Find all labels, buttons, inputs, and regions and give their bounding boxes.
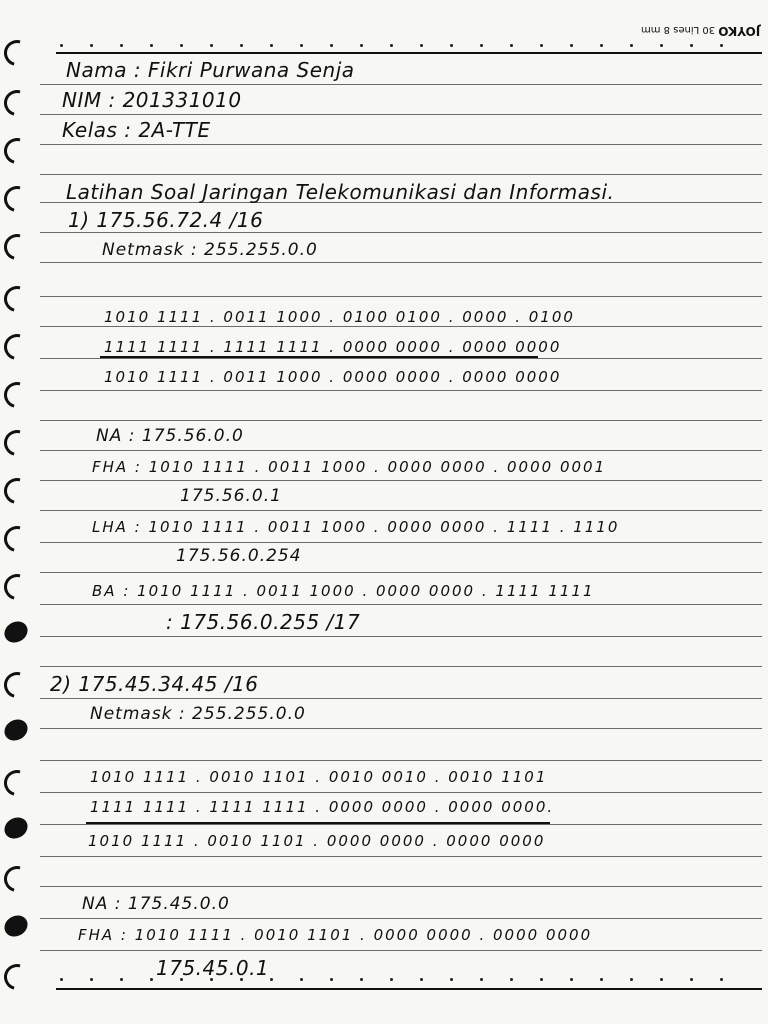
margin-dot [510,978,513,981]
margin-dot [330,978,333,981]
margin-dot [270,44,273,47]
ruled-line [40,358,762,359]
ruled-line [40,480,762,481]
q1-and-underline [100,356,538,358]
q2-netmask: Netmask : 255.255.0.0 [90,704,306,724]
binder-ring [0,35,35,71]
ruled-line [40,326,762,327]
ruled-line [40,114,762,115]
margin-dot [720,44,723,47]
margin-dot [300,44,303,47]
q2-and-underline [86,822,550,824]
margin-dot [270,978,273,981]
margin-dot [420,978,423,981]
ruled-line [40,542,762,543]
margin-dot [450,44,453,47]
margin-dot [480,978,483,981]
brand-name: JOYKO [718,24,760,38]
ruled-line [40,510,762,511]
binder-ring [0,473,35,509]
margin-dot [210,44,213,47]
ruled-line [40,390,762,391]
binder-ring [0,281,35,317]
ruled-line [40,698,762,699]
margin-dot [120,978,123,981]
q2-binary-mask: 1111 1111 . 1111 1111 . 0000 0000 . 0000 0000. [90,798,555,816]
brand-mark [641,24,760,38]
binder-ring [0,85,35,121]
margin-dot [660,978,663,981]
margin-dot [660,44,663,47]
q1-first-host-decimal: 175.56.0.1 [180,486,282,506]
margin-dot [510,44,513,47]
ruled-line [56,52,762,54]
ruled-line [40,918,762,919]
margin-dot [60,44,63,47]
q2-network-address: NA : 175.45.0.0 [82,894,230,914]
binder-ring [0,569,35,605]
margin-dot [600,978,603,981]
margin-dot [570,44,573,47]
binder-ring [0,181,35,217]
student-name: Nama : Fikri Purwana Senja [66,58,355,82]
margin-dot [720,978,723,981]
margin-dot [360,44,363,47]
ruled-line [40,666,762,667]
margin-dot [390,978,393,981]
margin-dot [390,44,393,47]
ruled-line [40,174,762,175]
binder-ring [0,425,35,461]
margin-dot [630,44,633,47]
margin-dot [600,44,603,47]
margin-dot [60,978,63,981]
q1-last-host: LHA : 1010 1111 . 0011 1000 . 0000 0000 . 1111 . 1110 [92,518,620,536]
ruled-line [40,728,762,729]
binder-ring [0,765,35,801]
q2-first-host-decimal: 175.45.0.1 [156,956,270,980]
q1-question: 1) 175.56.72.4 /16 [68,208,264,232]
binder-ring [1,813,32,842]
binder-ring [1,617,32,646]
q2-binary-result: 1010 1111 . 0010 1101 . 0000 0000 . 0000 0000 [88,832,546,850]
brand-lines: 30 Lines 8 mm [640,24,715,35]
binder-ring [1,911,32,940]
q1-binary-result: 1010 1111 . 0011 1000 . 0000 0000 . 0000 0000 [104,368,562,386]
margin-dot [360,978,363,981]
margin-dot [240,44,243,47]
ruled-line [40,572,762,573]
q2-binary-ip: 1010 1111 . 0010 1101 . 0010 0010 . 0010 1101 [90,768,548,786]
binder-ring [0,329,35,365]
ruled-line [40,232,762,233]
ruled-line [40,450,762,451]
margin-dot [690,44,693,47]
q2-question: 2) 175.45.34.45 /16 [50,672,259,696]
ruled-line [40,604,762,605]
binder-ring [0,959,35,995]
binder-ring [0,667,35,703]
margin-dot [420,44,423,47]
ruled-line [40,886,762,887]
ruled-line [40,296,762,297]
margin-dot [90,44,93,47]
q1-broadcast-decimal: : 175.56.0.255 /17 [166,610,361,634]
ruled-line [40,262,762,263]
margin-dot [90,978,93,981]
ruled-line [40,760,762,761]
q1-last-host-decimal: 175.56.0.254 [176,546,302,566]
binder-ring [0,521,35,557]
margin-dot [690,978,693,981]
page-title: Latihan Soal Jaringan Telekomunikasi dan Informasi. [66,180,615,204]
margin-dot [570,978,573,981]
q1-netmask: Netmask : 255.255.0.0 [102,240,318,260]
ruled-line [40,144,762,145]
margin-dot [300,978,303,981]
q1-first-host: FHA : 1010 1111 . 0011 1000 . 0000 0000 . 0000 0001 [92,458,607,476]
q2-first-host: FHA : 1010 1111 . 0010 1101 . 0000 0000 . 0000 0000 [78,926,593,944]
margin-dot [540,44,543,47]
margin-dot [120,44,123,47]
ruled-line [40,636,762,637]
margin-dot [630,978,633,981]
margin-dot [180,44,183,47]
binder-ring [1,715,32,744]
ruled-line [56,988,762,990]
margin-dot [540,978,543,981]
ruled-line [40,856,762,857]
binder-ring [0,861,35,897]
ruled-line [40,792,762,793]
margin-dot [150,978,153,981]
q1-binary-ip: 1010 1111 . 0011 1000 . 0100 0100 . 0000 . 0100 [104,308,575,326]
ruled-line [40,420,762,421]
margin-dot [450,978,453,981]
margin-dot [330,44,333,47]
margin-dot [150,44,153,47]
ruled-line [40,84,762,85]
margin-dot [480,44,483,47]
student-nim: NIM : 201331010 [62,88,242,112]
q1-network-address: NA : 175.56.0.0 [96,426,244,446]
ruled-line [40,824,762,825]
binder-ring [0,229,35,265]
q1-broadcast: BA : 1010 1111 . 0011 1000 . 0000 0000 . 1111 1111 [92,582,595,600]
binder-ring [0,133,35,169]
student-class: Kelas : 2A-TTE [62,118,211,142]
ruled-line [40,950,762,951]
q1-binary-mask: 1111 1111 . 1111 1111 . 0000 0000 . 0000 0000 [104,338,562,356]
binder-ring [0,377,35,413]
